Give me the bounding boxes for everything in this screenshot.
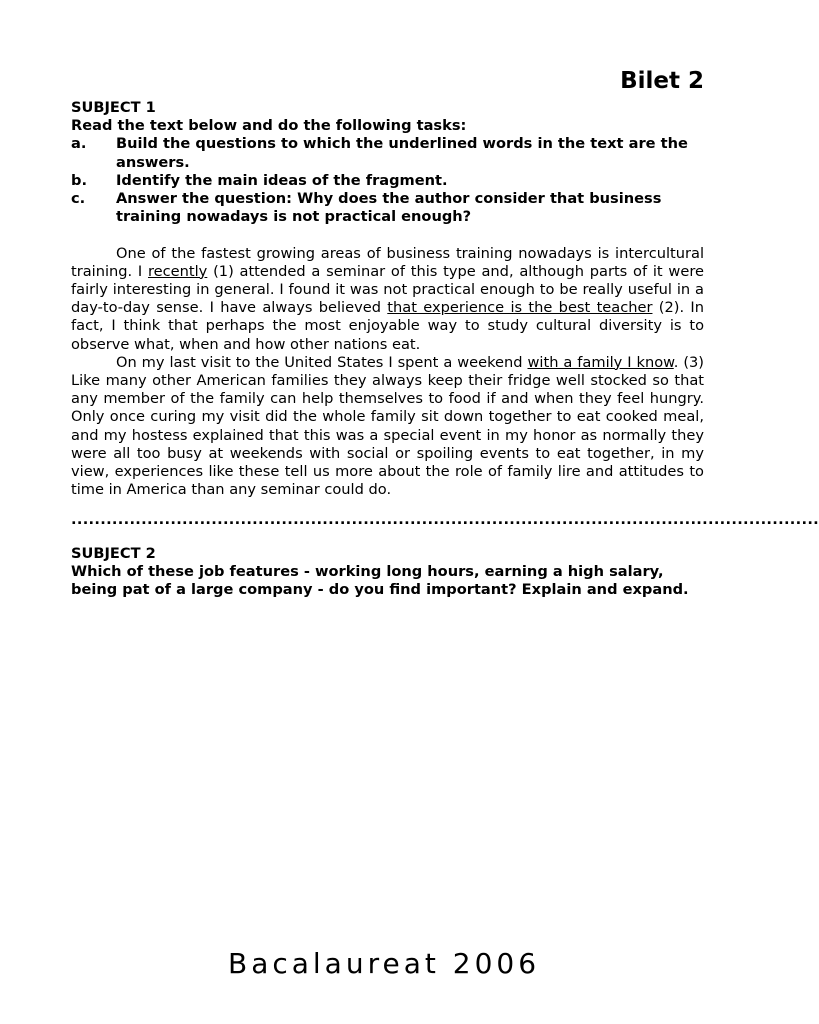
spacer: [71, 226, 704, 244]
paragraph-1-text-c: (2). In fact, I think that perhaps the most enjoyable way to study cultural diversity is to observe what, when and how other nations eat.: [71, 299, 704, 353]
dotted-separator: ................................................................................................................................: [71, 511, 819, 529]
underlined-answer-1: recently: [148, 262, 208, 280]
paragraph-2-text-a: On my last visit to the United States I spent a weekend: [116, 353, 528, 371]
underlined-answer-3: with a family I know: [527, 353, 674, 371]
paragraph-2-text-b: . (3) Like many other American families they always keep their fridge well stocked so that any member of the family can help themselves to food if and when they feel hungry. Only once curing my visit did the whole family sit down together to eat cooked meal, and my hostess explained that this was a special event in my honor as normally they were all too busy at weekends with social or spoiling events to eat together, in my view, experiences like these tell us more about the role of family lire and attitudes to time in America than any seminar could do.: [71, 353, 705, 499]
task-b: [71, 172, 704, 190]
subject-2-title: SUBJECT 2: [71, 544, 156, 562]
underlined-answer-2: that experience is the best teacher: [387, 299, 653, 317]
paragraph-1-text-b: (1) attended a seminar of this type and, although parts of it were fairly interesting in general. I found it was not practical enough to be really useful in a day-to-day sense. I have always believed: [71, 262, 704, 317]
task-a-text: Build the questions to which the underlined words in the text are the answers.: [116, 135, 688, 171]
task-c-letter: c.: [71, 190, 86, 208]
task-a-letter: a.: [71, 135, 87, 153]
paragraph-1-text-a: One of the fastest growing areas of business training nowadays is intercultural training. I: [71, 244, 704, 280]
task-a: [71, 135, 704, 171]
task-b-letter: b.: [71, 171, 87, 189]
subject-1-instruction: Read the text below and do the following tasks:: [71, 117, 467, 135]
subject-1-title: SUBJECT 1: [71, 99, 156, 116]
exam-footer: Bacalaureat 2006: [227, 947, 541, 980]
reading-paragraph-2: [71, 354, 704, 500]
reading-paragraph-1: [71, 245, 704, 354]
exam-page: [71, 66, 819, 599]
task-c-text: Answer the question: Why does the author consider that business training nowadays is not practical enough?: [116, 190, 662, 226]
task-b-text: Identify the main ideas of the fragment.: [116, 171, 448, 189]
task-c: [71, 190, 704, 226]
subject-2-question: Which of these job features - working long hours, earning a high salary, being pat of a large company - do you find important? Explain and expand.: [71, 562, 689, 599]
ticket-number: Bilet 2: [620, 68, 704, 94]
